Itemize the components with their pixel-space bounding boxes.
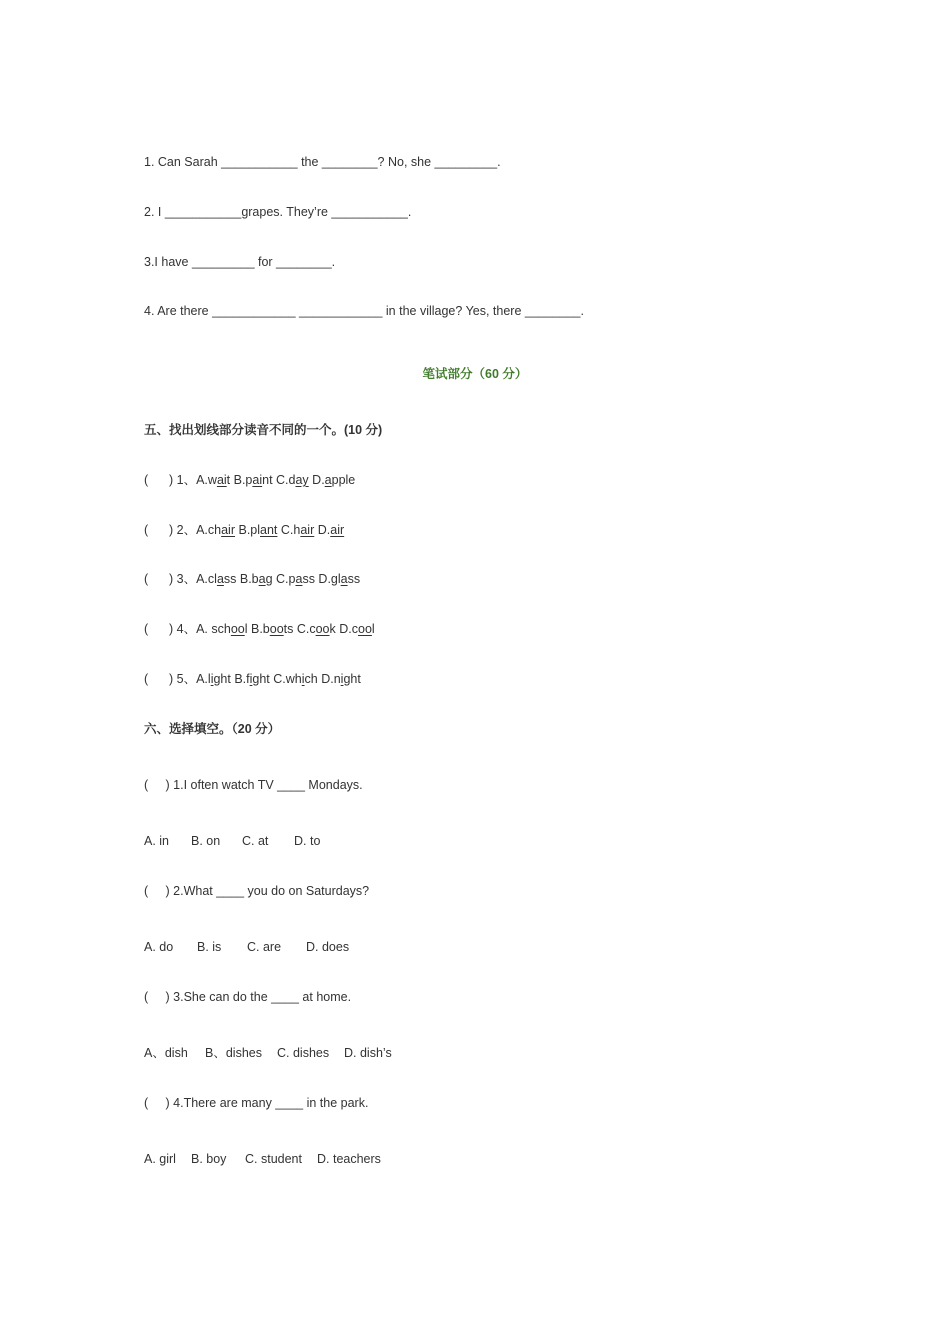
option-a: A. girl: [144, 1152, 176, 1166]
pronunciation-question-4: ( ) 4、A. school B.boots C.cook D.cool: [144, 622, 375, 636]
pronunciation-question-1: ( ) 1、A.wait B.paint C.day D.apple: [144, 473, 356, 487]
option-b: B. is: [197, 940, 222, 954]
option-c: C. dishes: [277, 1046, 330, 1060]
fill-in-sentence-2: 2. I ___________grapes. They’re ___________.: [144, 205, 412, 219]
option-c: C. are: [247, 940, 282, 954]
option-b: B、dishes: [205, 1046, 262, 1060]
option-d: D. dish’s: [344, 1046, 392, 1060]
option-c: C. at: [242, 834, 269, 848]
fill-in-sentence-1: 1. Can Sarah ___________ the ________? No, she _________.: [144, 155, 501, 169]
option-b: B. on: [191, 834, 221, 848]
option-d: D. teachers: [317, 1152, 381, 1166]
pronunciation-question-2: ( ) 2、A.chair B.plant C.hair D.air: [144, 523, 345, 537]
section6-title: 六、选择填空。（20 分）: [144, 722, 281, 736]
option-d: D. to: [294, 834, 321, 848]
pronunciation-question-3: ( ) 3、A.class B.bag C.pass D.glass: [144, 572, 361, 586]
choice-options-1: [144, 833, 320, 849]
option-a: A. in: [144, 834, 170, 848]
pronunciation-question-5: ( ) 5、A.light B.fight C.which D.night: [144, 672, 361, 686]
choice-question-4: ( ) 4.There are many ____ in the park.: [144, 1096, 369, 1110]
choice-options-4: [144, 1151, 381, 1167]
choice-options-2: [144, 939, 349, 955]
fill-in-sentence-3: 3.I have _________ for ________.: [144, 255, 336, 269]
section5-title: 五、找出划线部分读音不同的一个。(10 分): [144, 423, 383, 437]
option-b: B. boy: [191, 1152, 227, 1166]
option-a: A. do: [144, 940, 174, 954]
choice-question-3: ( ) 3.She can do the ____ at home.: [144, 990, 352, 1004]
choice-question-1: ( ) 1.I often watch TV ____ Mondays.: [144, 778, 363, 792]
option-a: A、dish: [144, 1046, 188, 1060]
option-d: D. does: [306, 940, 350, 954]
fill-in-sentence-4: 4. Are there ____________ ____________ in the village? Yes, there ________.: [144, 304, 584, 318]
written-part-title: 笔试部分（60 分）: [422, 367, 528, 381]
option-c: C. student: [245, 1152, 302, 1166]
choice-question-2: ( ) 2.What ____ you do on Saturdays?: [144, 884, 370, 898]
choice-options-3: [144, 1045, 392, 1061]
